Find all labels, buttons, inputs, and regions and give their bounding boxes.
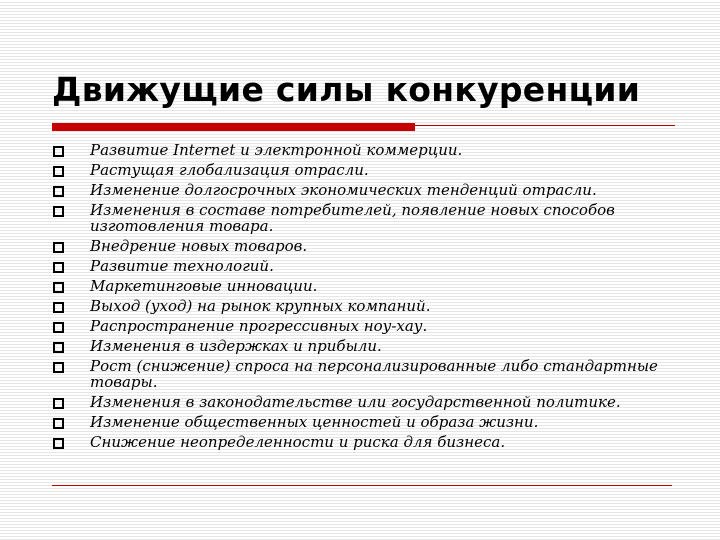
- square-bullet-icon: [53, 282, 64, 293]
- bullet-text: Внедрение новых товаров.: [90, 237, 308, 255]
- bullet-item: [53, 414, 683, 430]
- bullet-text: Развитие Internet и электронной коммерции.: [90, 141, 463, 159]
- square-bullet-icon: [53, 186, 64, 197]
- title-accent-bar: [52, 123, 415, 131]
- square-bullet-icon: [53, 418, 64, 429]
- bullet-item: [53, 358, 683, 390]
- bullet-text: Изменения в составе потребителей, появление новых способов изготовления товара.: [90, 201, 615, 235]
- bullet-text: Маркетинговые инновации.: [90, 277, 318, 295]
- bullet-item: [53, 338, 683, 354]
- bullet-text: Изменения в законодательстве или государственной политике.: [90, 393, 621, 411]
- bullet-text: Выход (уход) на рынок крупных компаний.: [90, 297, 431, 315]
- square-bullet-icon: [53, 166, 64, 177]
- bullet-item: [53, 278, 683, 294]
- bullet-text: Изменения в издержках и прибыли.: [90, 337, 382, 355]
- bullet-text: Изменение долгосрочных экономических тенденций отрасли.: [90, 181, 597, 199]
- bullet-text: Растущая глобализация отрасли.: [90, 161, 369, 179]
- bullet-item: [53, 238, 683, 254]
- bullet-item: [53, 394, 683, 410]
- bullet-item: [53, 258, 683, 274]
- square-bullet-icon: [53, 146, 64, 157]
- bullet-text: Развитие технологий.: [90, 257, 274, 275]
- bullet-item: [53, 182, 683, 198]
- bullet-item: [53, 434, 683, 450]
- square-bullet-icon: [53, 302, 64, 313]
- square-bullet-icon: [53, 262, 64, 273]
- footer-divider-line: [52, 485, 672, 486]
- bullet-item: [53, 298, 683, 314]
- square-bullet-icon: [53, 438, 64, 449]
- bullet-text: Снижение неопределенности и риска для бизнеса.: [90, 433, 506, 451]
- bullet-item: [53, 202, 683, 234]
- bullet-text: Распространение прогрессивных ноу-хау.: [90, 317, 428, 335]
- square-bullet-icon: [53, 206, 64, 217]
- bullet-item: [53, 318, 683, 334]
- square-bullet-icon: [53, 322, 64, 333]
- bullet-text: Изменение общественных ценностей и образа жизни.: [90, 413, 539, 431]
- bullet-text: Рост (снижение) спроса на персонализированные либо стандартные товары.: [90, 357, 658, 391]
- square-bullet-icon: [53, 362, 64, 373]
- bullet-list: [53, 142, 683, 454]
- square-bullet-icon: [53, 242, 64, 253]
- square-bullet-icon: [53, 398, 64, 409]
- square-bullet-icon: [53, 342, 64, 353]
- bullet-item: [53, 142, 683, 158]
- bullet-item: [53, 162, 683, 178]
- slide-title: Движущие силы конкуренции: [52, 70, 641, 109]
